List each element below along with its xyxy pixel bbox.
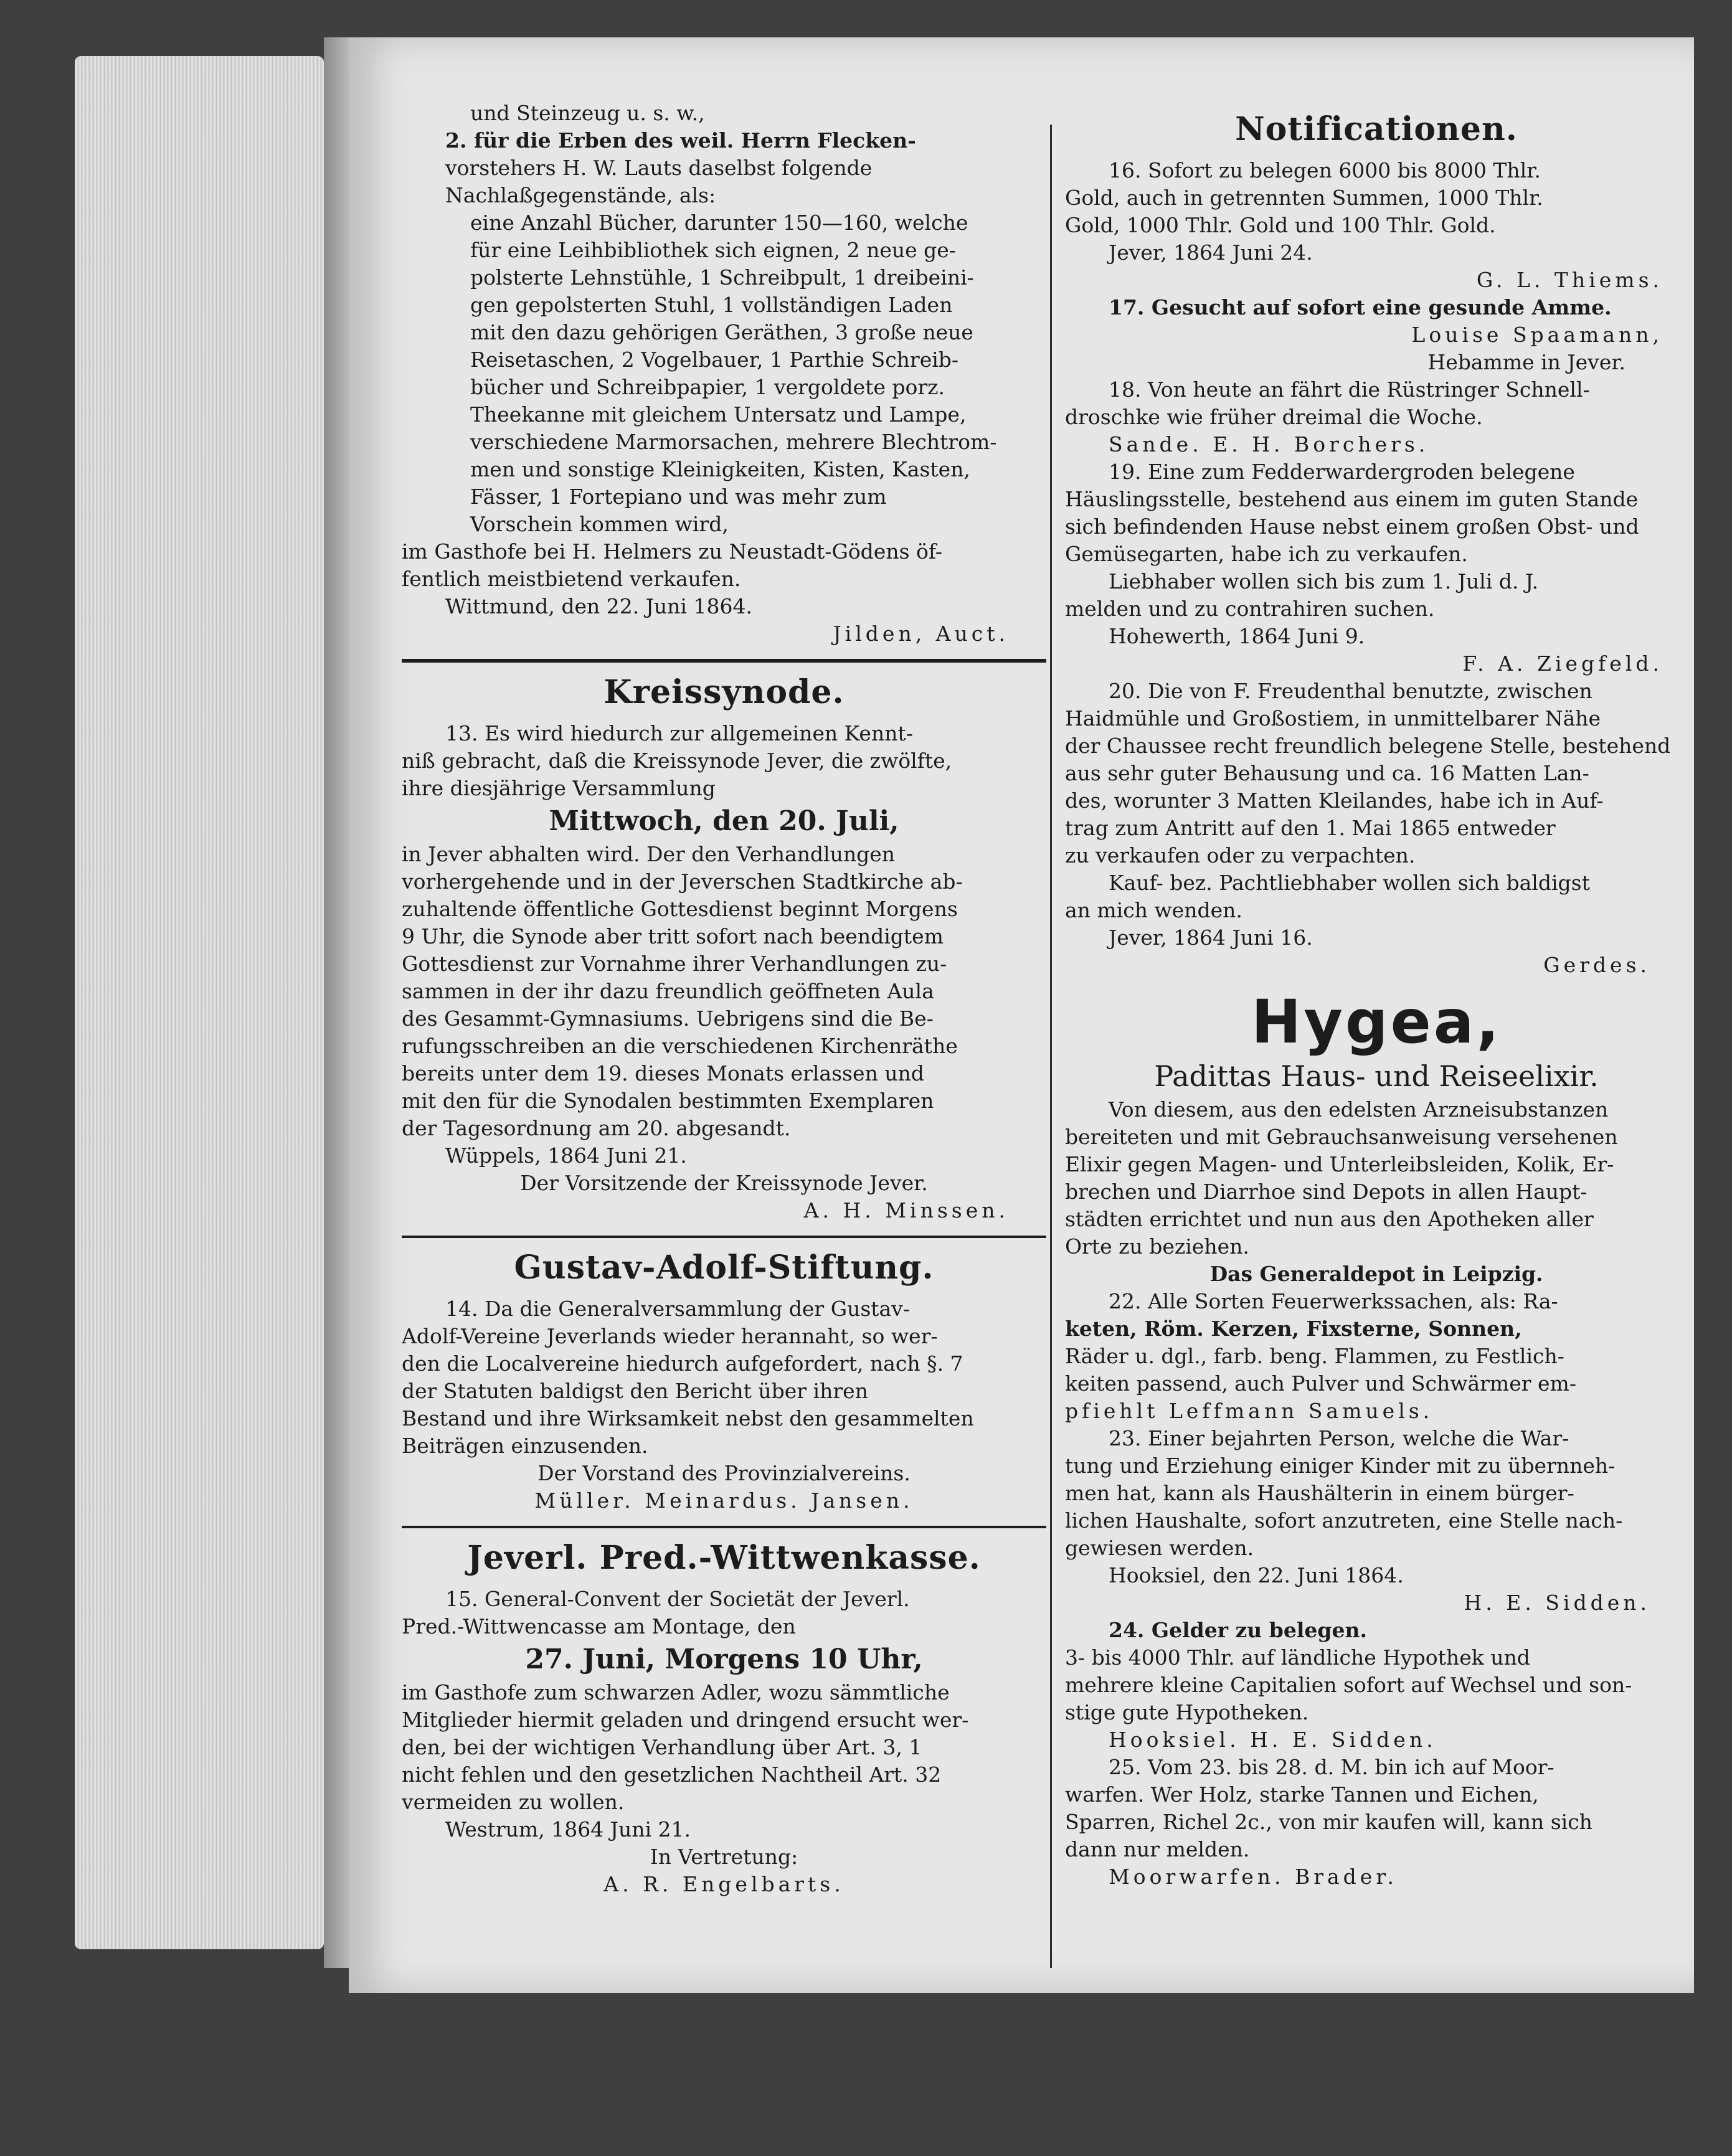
text-line: 22. Alle Sorten Feuerwerkssachen, als: Ra- <box>1109 1289 1558 1313</box>
signature: In Vertretung: <box>650 1845 798 1869</box>
text-line: Mitglieder hiermit geladen und dringend ersucht wer- <box>402 1708 969 1732</box>
text-line: Gottesdienst zur Vornahme ihrer Verhandlungen zu- <box>402 952 947 976</box>
section-title-wittwenkasse: Jeverl. Pred.-Wittwenkasse. <box>467 1539 981 1577</box>
text-line: Bestand und ihre Wirksamkeit nebst den gesammelten <box>402 1406 974 1430</box>
text-line: brechen und Diarrhoe sind Depots in allen Haupt- <box>1065 1180 1588 1204</box>
text-line: Kauf- bez. Pachtliebhaber wollen sich baldigst <box>1109 871 1590 895</box>
text-line: den, bei der wichtigen Verhandlung über Art. 3, 1 <box>402 1735 922 1759</box>
signature: Der Vorsitzende der Kreissynode Jever. <box>520 1171 928 1195</box>
signature: A. H. Minssen. <box>803 1198 1009 1222</box>
text-line: 16. Sofort zu belegen 6000 bis 8000 Thlr. <box>1109 158 1541 182</box>
section-rule <box>402 1526 1046 1528</box>
text-line: städten errichtet und nun aus den Apotheken aller <box>1065 1207 1594 1231</box>
text-line: pfiehlt Leffmann Samuels. <box>1065 1399 1434 1423</box>
text-line: Adolf-Vereine Jeverlands wieder herannaht, so wer- <box>402 1324 938 1348</box>
text-line: der Statuten baldigst den Bericht über ihren <box>402 1379 868 1403</box>
text-line: gen gepolsterten Stuhl, 1 vollständigen Laden <box>470 293 953 317</box>
text-line: für eine Leihbibliothek sich eignen, 2 neue ge- <box>470 238 956 262</box>
signature: Hooksiel. H. E. Sidden. <box>1109 1728 1437 1752</box>
text-line: zu verkaufen oder zu verpachten. <box>1065 843 1416 868</box>
right-column <box>1065 100 1688 1891</box>
section-rule <box>402 1236 1046 1238</box>
text-line: nicht fehlen und den gesetzlichen Nachtheil Art. 32 <box>402 1762 942 1787</box>
text-line: aus sehr guter Behausung und ca. 16 Matten Lan- <box>1065 761 1589 785</box>
text-line: Von diesem, aus den edelsten Arzneisubstanzen <box>1109 1097 1609 1122</box>
text-line: Hohewerth, 1864 Juni 9. <box>1109 624 1365 648</box>
text-line: 19. Eine zum Fedderwardergroden belegene <box>1109 460 1575 484</box>
text-line: Gemüsegarten, habe ich zu verkaufen. <box>1065 542 1468 566</box>
text-line: Sparren, Richel 2c., von mir kaufen will, kann sich <box>1065 1810 1592 1834</box>
text-line: Elixir gegen Magen- und Unterleibsleiden, Kolik, Er- <box>1065 1152 1614 1176</box>
text-line: lichen Haushalte, sofort anzutreten, eine Stelle nach- <box>1065 1508 1623 1533</box>
signature: G. L. Thiems. <box>1476 268 1663 292</box>
hygea-advert-subtitle: Padittas Haus- und Reiseelixir. <box>1154 1059 1599 1093</box>
column-divider <box>1050 125 1052 1968</box>
text-line: polsterte Lehnstühle, 1 Schreibpult, 1 dreibeini- <box>470 265 974 290</box>
text-line: Vorschein kommen wird, <box>470 512 729 536</box>
meeting-date: Mittwoch, den 20. Juli, <box>549 805 899 837</box>
text-line: im Gasthofe zum schwarzen Adler, wozu sämmtliche <box>402 1680 950 1704</box>
text-line: Haidmühle und Großostiem, in unmittelbarer Nähe <box>1065 706 1601 730</box>
text-line: Gold, auch in getrennten Summen, 1000 Thlr. <box>1065 186 1543 210</box>
text-line: 9 Uhr, die Synode aber tritt sofort nach beendigtem <box>402 924 944 948</box>
text-line: tung und Erziehung einiger Kinder mit zu übernneh- <box>1065 1454 1616 1478</box>
section-title-kreissynode: Kreissynode. <box>603 673 845 711</box>
text-line: melden und zu contrahiren suchen. <box>1065 597 1435 621</box>
text-line: 15. General-Convent der Societät der Jeverl. <box>445 1587 910 1611</box>
signature: Jilden, Auct. <box>833 622 1009 646</box>
meeting-date: 27. Juni, Morgens 10 Uhr, <box>525 1643 923 1675</box>
text-line: des Gesammt-Gymnasiums. Uebrigens sind die Be- <box>402 1006 934 1031</box>
text-line: mit den dazu gehörigen Geräthen, 3 große neue <box>470 320 973 344</box>
text-line: vermeiden zu wollen. <box>402 1790 625 1814</box>
text-line: Reisetaschen, 2 Vogelbauer, 1 Parthie Schreib- <box>470 348 959 372</box>
text-line: 18. Von heute an fährt die Rüstringer Schnell- <box>1109 377 1590 402</box>
text-line: sich befindenden Hause nebst einem großen Obst- und <box>1065 514 1639 539</box>
text-line: Theekanne mit gleichem Untersatz und Lampe, <box>470 402 967 427</box>
section-title-gustav-adolf: Gustav-Adolf-Stiftung. <box>514 1249 934 1287</box>
text-line: 17. Gesucht auf sofort eine gesunde Amme. <box>1109 295 1612 319</box>
text-line: mit den für die Synodalen bestimmten Exemplaren <box>402 1089 934 1113</box>
text-line: niß gebracht, daß die Kreissynode Jever, die zwölfte, <box>402 749 952 773</box>
text-line: vorstehers H. W. Lauts daselbst folgende <box>445 156 873 180</box>
signature: Louise Spaamann, <box>1411 323 1663 347</box>
section-rule <box>402 659 1046 663</box>
text-line: Westrum, 1864 Juni 21. <box>445 1817 691 1842</box>
text-line: trag zum Antritt auf den 1. Mai 1865 entweder <box>1065 816 1556 840</box>
text-line: den die Localvereine hiedurch aufgefordert, nach §. 7 <box>402 1351 963 1376</box>
text-line: an mich wenden. <box>1065 898 1242 922</box>
text-line: 23. Einer bejahrten Person, welche die War- <box>1109 1426 1569 1450</box>
text-line: vorhergehende und in der Jeverschen Stadtkirche ab- <box>402 869 963 894</box>
text-line: der Tagesordnung am 20. abgesandt. <box>402 1116 791 1140</box>
text-line: droschke wie früher dreimal die Woche. <box>1065 405 1483 429</box>
text-line: 24. Gelder zu belegen. <box>1109 1618 1367 1642</box>
text-line: des, worunter 3 Matten Kleilandes, habe ich in Auf- <box>1065 788 1604 813</box>
newspaper-page <box>349 37 1694 1993</box>
text-line: 2. für die Erben des weil. Herrn Flecken- <box>445 128 916 153</box>
text-line: 20. Die von F. Freudenthal benutzte, zwischen <box>1109 679 1592 703</box>
text-line: Räder u. dgl., farb. beng. Flammen, zu Festlich- <box>1065 1344 1564 1368</box>
text-line: zuhaltende öffentliche Gottesdienst beginnt Morgens <box>402 897 958 921</box>
text-line: Jever, 1864 Juni 24. <box>1109 240 1313 265</box>
text-line: Wittmund, den 22. Juni 1864. <box>445 594 752 618</box>
text-line: warfen. Wer Holz, starke Tannen und Eichen, <box>1065 1782 1539 1807</box>
signature: Moorwarfen. Brader. <box>1109 1865 1398 1889</box>
text-line: bücher und Schreibpapier, 1 vergoldete porz. <box>470 375 945 399</box>
text-line: keiten passend, auch Pulver und Schwärmer em- <box>1065 1371 1576 1396</box>
signature: Müller. Meinardus. Jansen. <box>534 1488 914 1513</box>
signature: F. A. Ziegfeld. <box>1462 651 1663 676</box>
text-line: mehrere kleine Capitalien sofort auf Wechsel und son- <box>1065 1673 1632 1697</box>
text-line: eine Anzahl Bücher, darunter 150—160, welche <box>470 210 968 235</box>
signature: Sande. E. H. Borchers. <box>1109 432 1429 456</box>
text-line: men hat, kann als Haushälterin in einem bürger- <box>1065 1481 1574 1505</box>
text-line: stige gute Hypotheken. <box>1065 1700 1309 1724</box>
text-line: dann nur melden. <box>1065 1837 1250 1861</box>
text-line: fentlich meistbietend verkaufen. <box>402 567 741 591</box>
text-line: Nachlaßgegenstände, als: <box>445 183 716 207</box>
text-line: Beiträgen einzusenden. <box>402 1434 648 1458</box>
signature: Das Generaldepot in Leipzig. <box>1209 1262 1543 1286</box>
text-line: keten, Röm. Kerzen, Fixsterne, Sonnen, <box>1065 1317 1522 1341</box>
signature: H. E. Sidden. <box>1464 1591 1650 1615</box>
signature: Hebamme in Jever. <box>1427 350 1626 374</box>
text-line: Jever, 1864 Juni 16. <box>1109 925 1313 950</box>
text-line: im Gasthofe bei H. Helmers zu Neustadt-Gödens öf- <box>402 539 943 564</box>
text-line: Wüppels, 1864 Juni 21. <box>445 1143 687 1168</box>
text-line: Fässer, 1 Fortepiano und was mehr zum <box>470 485 887 509</box>
text-line: ihre diesjährige Versammlung <box>402 776 716 800</box>
text-line: sammen in der ihr dazu freundlich geöffneten Aula <box>402 979 934 1003</box>
text-line: Orte zu beziehen. <box>1065 1234 1249 1259</box>
text-line: Liebhaber wollen sich bis zum 1. Juli d. J. <box>1109 569 1539 593</box>
text-line: verschiedene Marmorsachen, mehrere Blechtrom- <box>470 430 997 454</box>
signature: Gerdes. <box>1543 953 1650 977</box>
text-line: gewiesen werden. <box>1065 1536 1254 1560</box>
left-column <box>402 100 1046 1898</box>
text-line: men und sonstige Kleinigkeiten, Kisten, Kasten, <box>470 457 970 481</box>
text-line: bereits unter dem 19. dieses Monats erlassen und <box>402 1061 924 1085</box>
text-line: 3- bis 4000 Thlr. auf ländliche Hypothek und <box>1065 1645 1530 1670</box>
text-line: in Jever abhalten wird. Der den Verhandlungen <box>402 842 896 866</box>
text-line: und Steinzeug u. s. w., <box>470 101 705 125</box>
signature: A. R. Engelbarts. <box>603 1872 845 1896</box>
text-line: Gold, 1000 Thlr. Gold und 100 Thlr. Gold. <box>1065 213 1496 237</box>
hygea-advert-title: Hygea, <box>1251 987 1502 1057</box>
text-line: bereiteten und mit Gebrauchsanweisung versehenen <box>1065 1125 1618 1149</box>
book-page-edges <box>75 56 324 1949</box>
section-title-notificationen: Notificationen. <box>1235 110 1518 148</box>
text-line: Häuslingsstelle, bestehend aus einem im guten Stande <box>1065 487 1639 511</box>
text-line: Hooksiel, den 22. Juni 1864. <box>1109 1563 1404 1587</box>
text-line: Pred.-Wittwencasse am Montage, den <box>402 1614 796 1638</box>
text-line: 13. Es wird hiedurch zur allgemeinen Kennt- <box>445 721 913 745</box>
text-line: rufungsschreiben an die verschiedenen Kirchenräthe <box>402 1034 958 1058</box>
signature: Der Vorstand des Provinzialvereins. <box>537 1461 911 1485</box>
text-line: 14. Da die Generalversammlung der Gustav- <box>445 1297 910 1321</box>
text-line: 25. Vom 23. bis 28. d. M. bin ich auf Moor- <box>1109 1755 1555 1779</box>
text-line: der Chaussee recht freundlich belegene Stelle, bestehend <box>1065 734 1671 758</box>
